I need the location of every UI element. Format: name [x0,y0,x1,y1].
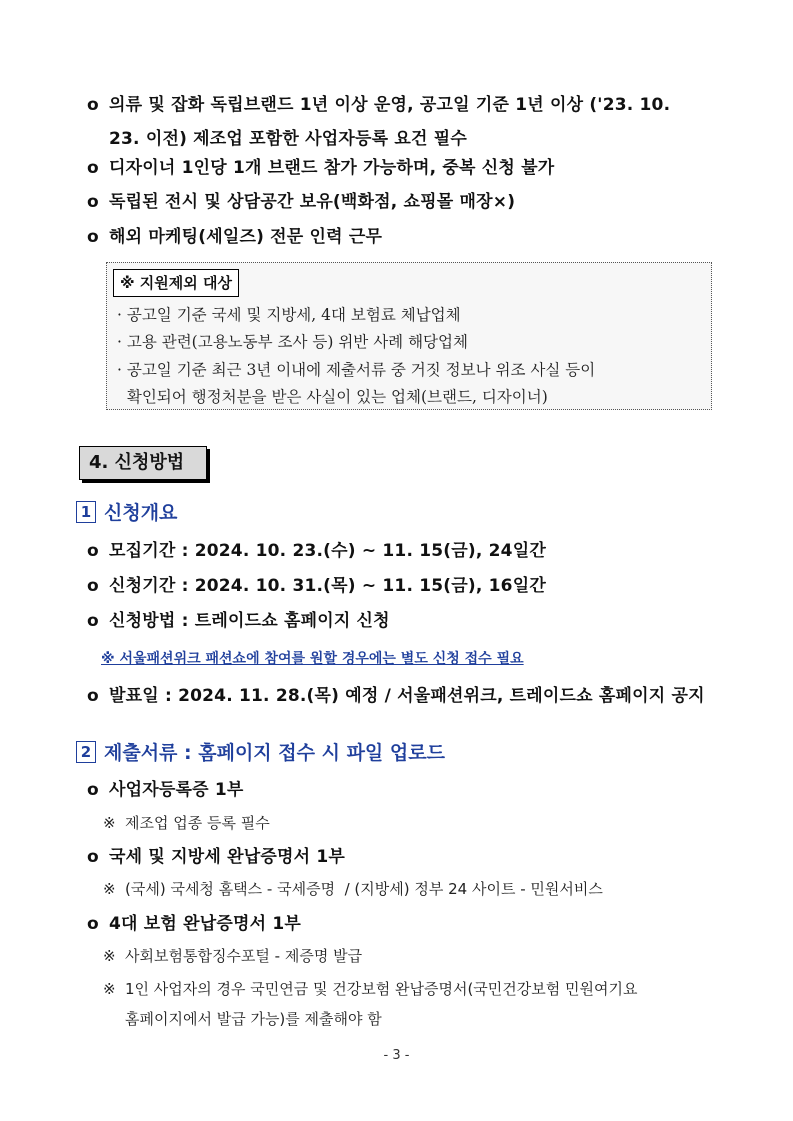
document-text: 4대 보험 완납증명서 1부 [109,914,302,934]
eligibility-text-line: 23. 이전) 제조업 포함한 사업자등록 요건 필수 [109,129,467,149]
bullet-mark: o [87,611,99,631]
note-text: 제조업 업종 등록 필수 [125,814,270,832]
subsection-title-overview [76,500,177,526]
document-item [83,840,723,874]
bullet-mark: o [87,686,99,706]
overview-item [83,604,723,638]
bullet-mark: o [87,576,99,596]
eligibility-text-line: 해외 마케팅(세일즈) 전문 인력 근무 [109,227,383,247]
overview-text: 신청기간 : 2024. 10. 31.(목) ~ 11. 15(금), 16일간 [109,576,546,596]
subsection-title-text: 제출서류 : 홈페이지 접수 시 파일 업로드 [104,742,445,764]
bullet-mark: o [87,780,99,800]
eligibility-item [83,220,723,254]
note-mark: ※ [103,814,116,832]
page-number: - 3 - [383,1048,410,1063]
bullet-mark: o [87,158,99,178]
eligibility-text-line: 의류 및 잡화 독립브랜드 1년 이상 운영, 공고일 기준 1년 이상 ('23. 10. [109,95,671,115]
eligibility-text-line: 독립된 전시 및 상담공간 보유(백화점, 쇼핑몰 매장×) [109,192,516,212]
document-text: 사업자등록증 1부 [109,780,244,800]
exclusion-box [106,262,712,410]
note-text: (국세) 국세청 홈택스 - 국세증명 / (지방세) 정부 24 사이트 - 민원서비스 [125,880,603,898]
exclusion-item: · 공고일 기준 국세 및 지방세, 4대 보험료 체납업체 [117,306,461,324]
eligibility-item [83,185,723,219]
note-text: 홈페이지에서 발급 가능)를 제출해야 함 [125,1010,382,1028]
bullet-mark: o [87,192,99,212]
eligibility-item [83,151,723,185]
note-mark: ※ [103,880,116,898]
exclusion-item: · 고용 관련(고용노동부 조사 등) 위반 사례 해당업체 [117,333,468,351]
fashion-show-notice: ※ 서울패션위크 패션쇼에 참여를 원할 경우에는 별도 신청 접수 필요 [101,651,524,667]
section-title: 4. 신청방법 [79,446,207,480]
eligibility-text-line: 디자이너 1인당 1개 브랜드 참가 가능하며, 중복 신청 불가 [109,158,555,178]
overview-item [83,569,723,603]
note-mark: ※ [103,947,116,965]
note-text: 1인 사업자의 경우 국민연금 및 건강보험 완납증명서(국민건강보험 민원여기요 [125,980,638,998]
bullet-mark: o [87,227,99,247]
document-item [83,773,723,807]
bullet-mark: o [87,541,99,561]
note-mark: ※ [103,980,116,998]
overview-text: 모집기간 : 2024. 10. 23.(수) ~ 11. 15(금), 24일간 [109,541,546,561]
exclusion-item: 확인되어 행정처분을 받은 사실이 있는 업체(브랜드, 디자이너) [117,388,548,406]
document-item [83,907,723,941]
document-text: 국세 및 지방세 완납증명서 1부 [109,847,345,867]
exclusion-item: · 공고일 기준 최근 3년 이내에 제출서류 중 거짓 정보나 위조 사실 등이 [117,361,596,379]
announcement-text: 발표일 : 2024. 11. 28.(목) 예정 / 서울패션위크, 트레이드쇼 홈페이지 공지 [109,686,705,706]
overview-text: 신청방법 : 트레이드쇼 홈페이지 신청 [109,611,390,631]
exclusion-box-title: ※ 지원제외 대상 [113,269,239,297]
eligibility-item [83,88,723,156]
bullet-mark: o [87,95,99,115]
subsection-title-text: 신청개요 [104,502,178,524]
overview-item [83,534,723,568]
bullet-mark: o [87,914,99,934]
subsection-title-documents [76,740,445,766]
note-text: 사회보험통합징수포털 - 제증명 발급 [125,947,363,965]
subsection-number: 2 [76,741,96,763]
announcement-item [83,679,723,713]
subsection-number: 1 [76,501,96,523]
bullet-mark: o [87,847,99,867]
